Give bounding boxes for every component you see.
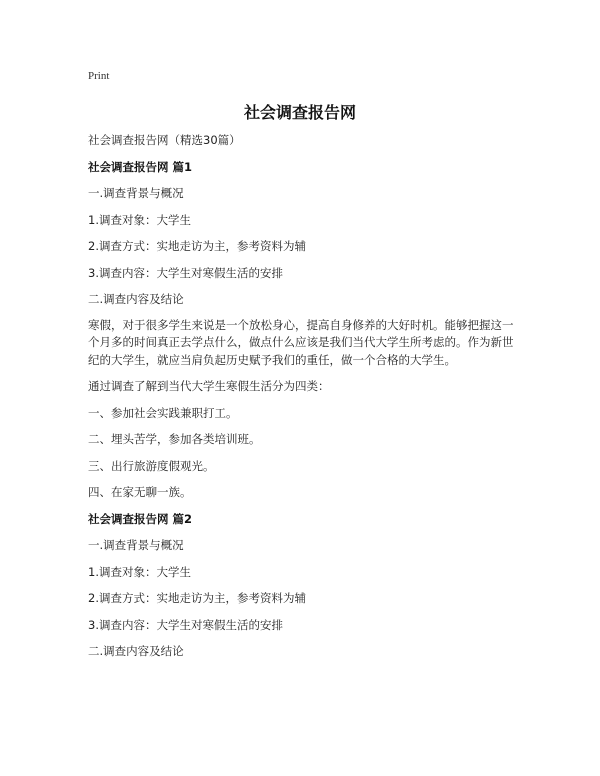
section1-target: 1.调查对象：大学生 — [88, 212, 191, 227]
section1-background: 一.调查背景与概况 — [88, 186, 184, 200]
section1-summary: 通过调查了解到当代大学生寒假生活分为四类： — [88, 379, 330, 393]
document-body — [88, 131, 514, 669]
section2-method: 2.调查方式：实地走访为主，参考资料为辅 — [88, 591, 306, 605]
section-heading-2: 社会调查报告网 篇2 — [88, 511, 193, 526]
intro-text: 社会调查报告网（精选30篇） — [88, 133, 241, 147]
document-title: 社会调查报告网 — [243, 103, 356, 122]
section1-conclusion: 二.调查内容及结论 — [88, 292, 184, 306]
section-heading-1: 社会调查报告网 篇1 — [88, 159, 193, 174]
section2-content: 3.调查内容：大学生对寒假生活的安排 — [88, 617, 283, 632]
section1-category-4: 四、在家无聊一族。 — [88, 485, 192, 499]
section1-category-2: 二、埋头苦学，参加各类培训班。 — [88, 432, 261, 446]
section1-method: 2.调查方式：实地走访为主，参考资料为辅 — [88, 239, 306, 253]
section1-category-3: 三、出行旅游度假观光。 — [88, 458, 215, 473]
section1-paragraph: 寒假，对于很多学生来说是一个放松身心，提高自身修养的大好时机。能够把握这一个月多的时间真正去学点什么，做点什么应该是我们当代大学生所考虑的。作为新世纪的大学生，就应当肩负起历史赋予我们的重任，做一个合格的大学生。 — [88, 317, 514, 367]
section2-background: 一.调查背景与概况 — [88, 538, 184, 552]
section1-category-1: 一、参加社会实践兼职打工。 — [88, 405, 238, 420]
section2-conclusion: 二.调查内容及结论 — [88, 644, 184, 658]
print-link[interactable]: Print — [88, 70, 110, 82]
section2-target: 1.调查对象：大学生 — [88, 564, 191, 579]
section1-content: 3.调查内容：大学生对寒假生活的安排 — [88, 265, 283, 280]
